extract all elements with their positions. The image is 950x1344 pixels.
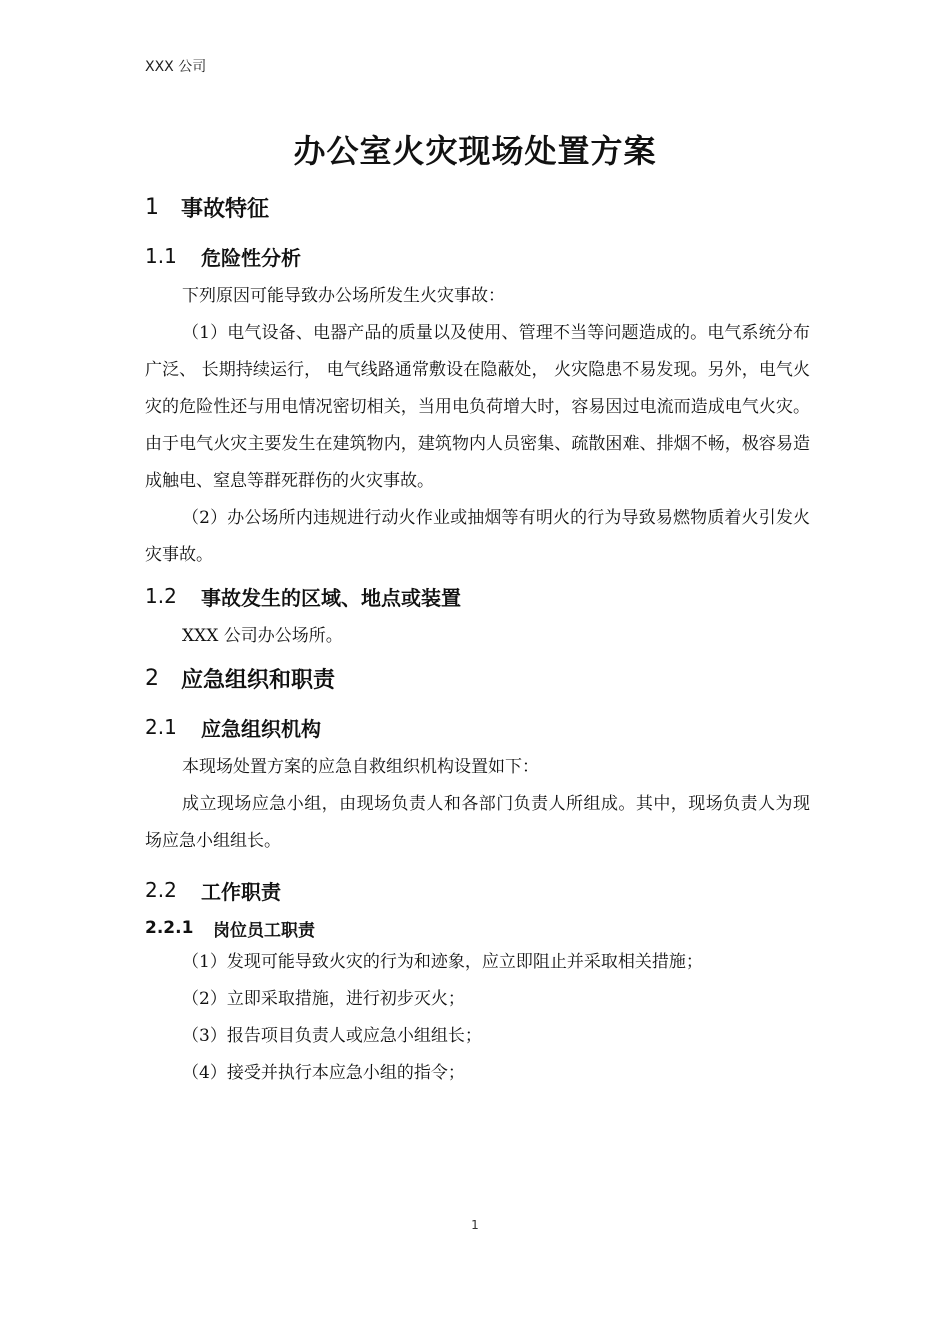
paragraph: XXX 公司办公场所。 [182,626,343,646]
document-title: 办公室火灾现场处置方案 [293,132,657,170]
list-item: （1）发现可能导致火灾的行为和迹象，应立即阻止并采取相关措施； [182,952,703,972]
page-number: 1 [471,1218,479,1232]
section-title: 应急组织机构 [201,716,321,741]
section-heading-2-2-1 [145,912,810,944]
list-item: （3）报告项目负责人或应急小组组长； [182,1026,482,1046]
section-number: 2.1 [145,715,177,739]
section-heading-2-1 [145,709,810,745]
section-title: 工作职责 [201,879,281,904]
section-heading-2 [145,659,810,697]
document-body [145,188,810,1092]
section-title: 事故特征 [181,196,270,222]
section-number: 2.2.1 [145,918,194,938]
section-heading-2-2 [145,872,810,908]
list-item: （2）立即采取措施，进行初步灭火； [182,989,465,1009]
section-heading-1-2 [145,578,810,614]
section-number: 2.2 [145,878,177,902]
page-header-company: XXX 公司 [145,59,207,75]
paragraph: 下列原因可能导致办公场所发生火灾事故： [182,286,505,306]
paragraph: （1）电气设备、电器产品的质量以及使用、管理不当等问题造成的。电气系统分布广泛、 长期持续运行， 电气线路通常敷设在隐蔽处， 火灾隐患不易发现。另外，电气火灾的危险性还与用电情况密切相关，当用电负荷增大时，容易因过电流而造成电气火灾。由于电气火灾主要发生在建筑物内，建筑物内人员密集、疏散困难、排烟不畅，极容易造成触电、窒息等群死群伤的火灾事故。 [145,323,810,491]
list-item: （4）接受并执行本应急小组的指令； [182,1063,465,1083]
paragraph: （2）办公场所内违规进行动火作业或抽烟等有明火的行为导致易燃物质着火引发火灾事故。 [145,508,810,565]
section-title: 事故发生的区域、地点或装置 [201,585,461,610]
section-number: 1 [145,194,159,220]
section-heading-1 [145,188,810,226]
paragraph: 本现场处置方案的应急自救组织机构设置如下： [182,757,539,777]
section-title: 应急组织和职责 [181,667,336,693]
section-number: 2 [145,665,159,691]
section-title: 危险性分析 [201,245,301,270]
section-number: 1.2 [145,584,177,608]
section-number: 1.1 [145,244,177,268]
section-heading-1-1 [145,238,810,274]
section-title: 岗位员工职责 [213,920,315,941]
paragraph: 成立现场应急小组，由现场负责人和各部门负责人所组成。其中，现场负责人为现场应急小组组长。 [145,794,810,851]
